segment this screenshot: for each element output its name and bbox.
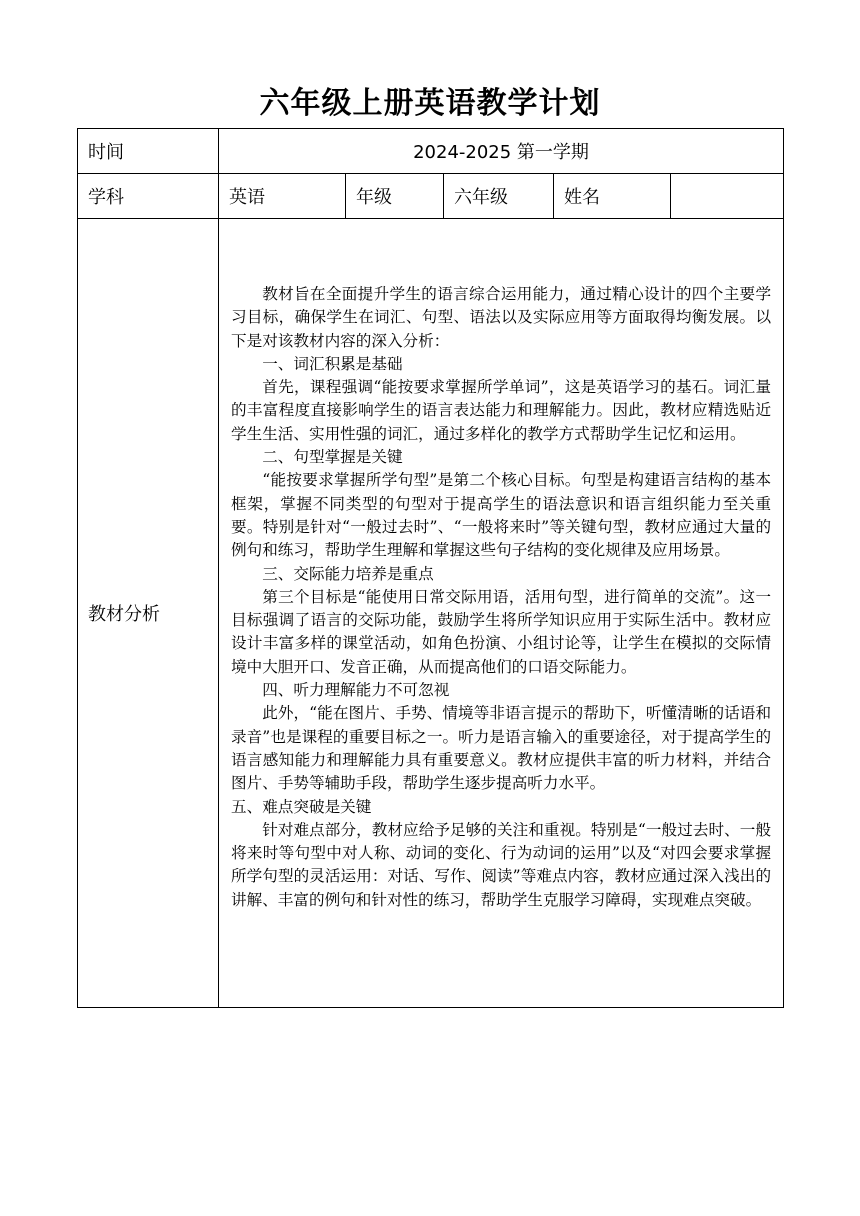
plan-table — [77, 128, 784, 1008]
time-row — [78, 129, 784, 174]
grade-label: 年级 — [346, 174, 444, 219]
section-body-vocabulary: 首先，课程强调“能按要求掌握所学单词”，这是英语学习的基石。词汇量的丰富程度直接影响学生的语言表达能力和理解能力。因此，教材应精选贴近学生生活、实用性强的词汇，通过多样化的教学方式帮助学生记忆和运用。 — [231, 378, 772, 443]
analysis-content-cell — [219, 219, 784, 1008]
name-label: 姓名 — [554, 174, 671, 219]
time-label: 时间 — [78, 129, 219, 174]
subject-value: 英语 — [219, 174, 346, 219]
analysis-label: 教材分析 — [78, 219, 219, 1008]
section-body-communication: 第三个目标是“能使用日常交际用语，活用句型，进行简单的交流”。这一目标强调了语言的交际功能，鼓励学生将所学知识应用于实际生活中。教材应设计丰富多样的课堂活动，如角色扮演、小组讨论等，让学生在模拟的交际情境中大胆开口、发音正确，从而提高他们的口语交际能力。 — [231, 587, 772, 676]
section-heading-sentence: 二、句型掌握是关键 — [262, 448, 403, 467]
section-heading-listening: 四、听力理解能力不可忽视 — [262, 681, 450, 700]
grade-value: 六年级 — [444, 174, 554, 219]
section-body-listening: 此外，“能在图片、手势、情境等非语言提示的帮助下，听懂清晰的话语和录音”也是课程的重要目标之一。听力是语言输入的重要途径，对于提高学生的语言感知能力和理解能力具有重要意义。教材应提供丰富的听力材料，并结合图片、手势等辅助手段，帮助学生逐步提高听力水平。 — [231, 704, 772, 793]
section-heading-communication: 三、交际能力培养是重点 — [262, 564, 434, 583]
subject-label: 学科 — [78, 174, 219, 219]
subject-row — [78, 174, 784, 219]
section-heading-vocabulary: 一、词汇积累是基础 — [262, 354, 403, 373]
section-heading-difficulty: 五、难点突破是关键 — [231, 797, 372, 816]
section-body-difficulty: 针对难点部分，教材应给予足够的关注和重视。特别是“一般过去时、一般将来时等句型中对人称、动词的变化、行为动词的运用”以及“对四会要求掌握所学句型的灵活运用：对话、写作、阅读”等难点内容，教材应通过深入浅出的讲解、丰富的例句和针对性的练习，帮助学生克服学习障碍，实现难点突破。 — [231, 820, 772, 909]
section-body-sentence: “能按要求掌握所学句型”是第二个核心目标。句型是构建语言结构的基本框架，掌握不同类型的句型对于提高学生的语法意识和语言组织能力至关重要。特别是针对“一般过去时”、“一般将来时”等关键句型，教材应通过大量的例句和练习，帮助学生理解和掌握这些句子结构的变化规律及应用场景。 — [231, 471, 772, 560]
page-title: 六年级上册英语教学计划 — [259, 86, 601, 121]
time-value: 2024-2025 第一学期 — [219, 129, 784, 174]
analysis-content — [231, 219, 771, 912]
analysis-intro: 教材旨在全面提升学生的语言综合运用能力，通过精心设计的四个主要学习目标，确保学生在词汇、句型、语法以及实际应用等方面取得均衡发展。以下是对该教材内容的深入分析： — [231, 285, 772, 350]
analysis-row — [78, 219, 784, 1008]
name-value — [671, 174, 784, 219]
